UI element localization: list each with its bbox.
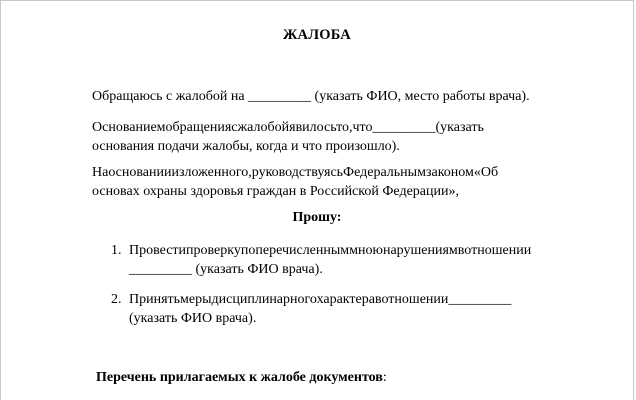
paragraph-text: Обращаюсь с жалобой на _________ (указать ФИО, место работы врача).: [92, 89, 530, 104]
word: руководствуясь: [251, 165, 344, 180]
word: Провести: [129, 243, 187, 258]
word: меры: [180, 292, 212, 307]
paragraph-complaint-grounds: [92, 118, 593, 156]
request-item-2: [129, 290, 593, 328]
word: «Об: [473, 165, 499, 180]
attachments-heading-colon: :: [382, 370, 387, 385]
word: в: [374, 292, 382, 307]
word: отношении: [381, 292, 449, 307]
word: нарушениям: [382, 243, 458, 258]
word: перечисленным: [255, 243, 350, 258]
word: Федеральным: [343, 165, 426, 180]
attachments-heading: [96, 368, 387, 387]
word: что: [352, 120, 373, 135]
request-number: 2.: [111, 292, 122, 307]
word: по: [240, 243, 256, 258]
word: основании: [108, 165, 172, 180]
paragraph-line-justified: [92, 118, 593, 137]
paragraph-line: основах охраны здоровья граждан в Российской Федерации»,: [92, 184, 459, 199]
word: Принять: [129, 292, 181, 307]
word: характера: [316, 292, 375, 307]
request-line-justified: [129, 290, 593, 309]
request-heading: Прошу:: [292, 210, 342, 225]
request-line: (указать ФИО врача).: [129, 311, 257, 326]
document-title: ЖАЛОБА: [283, 27, 351, 43]
word: жалобой: [237, 120, 290, 135]
paragraph-legal-basis: [92, 163, 593, 201]
word: явилось: [289, 120, 337, 135]
word: то,: [336, 120, 353, 135]
word: с: [231, 120, 238, 135]
word: На: [92, 165, 109, 180]
word: в: [457, 243, 465, 258]
word: _________: [448, 292, 512, 307]
paragraph-complaint-subject: [92, 87, 593, 106]
request-item-1: [129, 241, 593, 279]
word: (указать: [435, 120, 484, 135]
word: изложенного,: [171, 165, 252, 180]
word: законом: [425, 165, 474, 180]
word: проверку: [186, 243, 241, 258]
paragraph-line: основания подачи жалобы, когда и что произошло).: [92, 139, 400, 154]
request-line: _________ (указать ФИО врача).: [129, 262, 323, 277]
word: обращения: [165, 120, 232, 135]
word: отношении: [464, 243, 532, 258]
paragraph-line-justified: [92, 163, 593, 182]
request-line-justified: [129, 241, 593, 260]
request-number: 1.: [111, 243, 122, 258]
word: дисциплинарного: [211, 292, 317, 307]
attachments-heading-text: Перечень прилагаемых к жалобе документов: [96, 370, 383, 385]
word: мною: [349, 243, 383, 258]
word: _________: [372, 120, 436, 135]
word: Основанием: [92, 120, 166, 135]
